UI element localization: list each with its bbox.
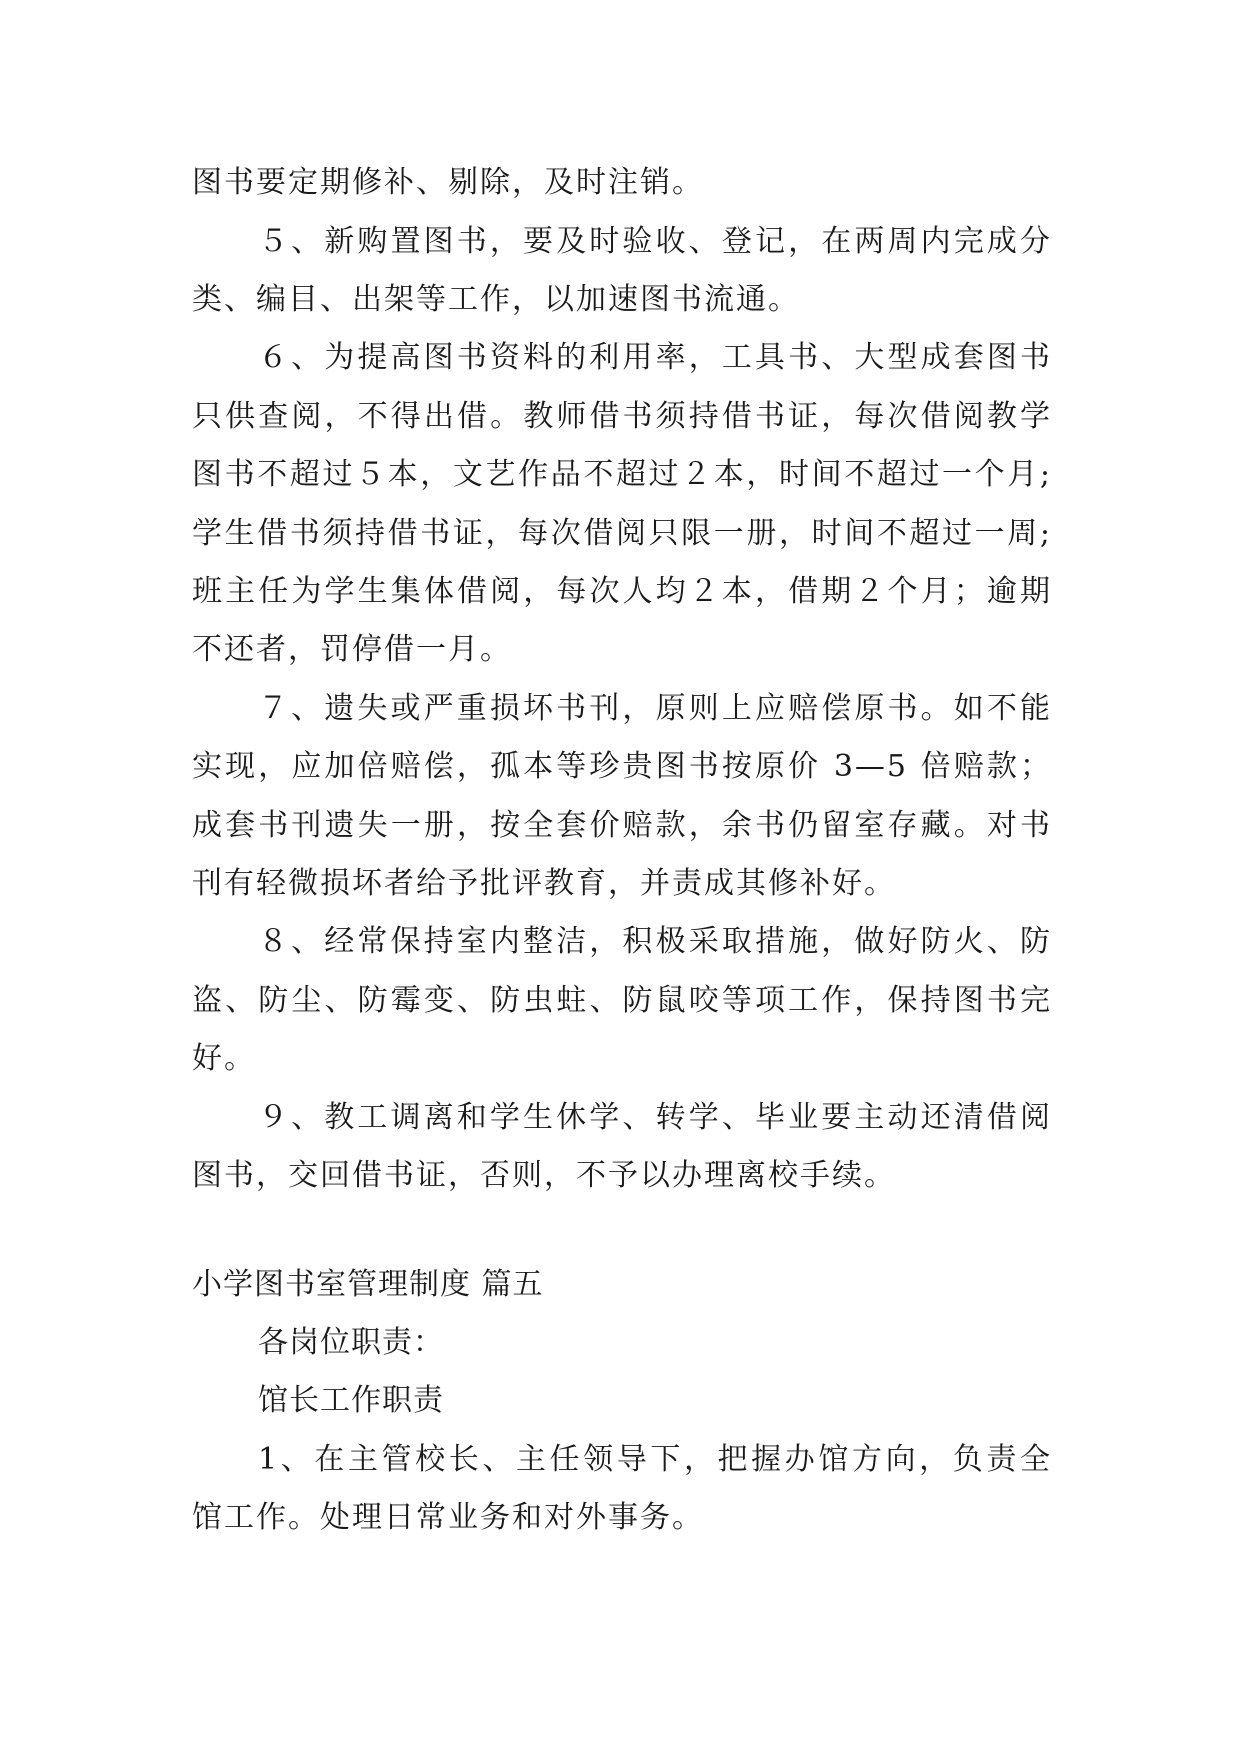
text-line: 实现，应加倍赔偿，孤本等珍贵图书按原价 3—5 倍赔款；	[192, 749, 1052, 784]
section-heading: 小学图书室管理制度 篇五	[192, 1267, 544, 1302]
text-line: ９、教工调离和学生休学、转学、毕业要主动还清借阅	[258, 1100, 1052, 1135]
text-line: 只供查阅，不得出借。教师借书须持借书证，每次借阅教学	[192, 399, 1052, 434]
text-line: 馆工作。处理日常业务和对外事务。	[192, 1500, 704, 1535]
text-line: 成套书刊遗失一册，按全套价赔款，余书仍留室存藏。对书	[192, 808, 1052, 843]
text-line: 盗、防尘、防霉变、防虫蛀、防鼠咬等项工作，保持图书完	[192, 983, 1052, 1018]
text-line: ６、为提高图书资料的利用率，工具书、大型成套图书	[258, 340, 1052, 375]
text-line: ８、经常保持室内整洁，积极采取措施，做好防火、防	[258, 924, 1052, 959]
text-line: ７、遗失或严重损坏书刊，原则上应赔偿原书。如不能	[258, 691, 1052, 726]
subheading: 馆长工作职责	[258, 1383, 444, 1418]
text-line: 图书要定期修补、剔除，及时注销。	[192, 165, 704, 200]
text-line: 不还者，罚停借一月。	[192, 632, 512, 667]
text-line: ５、新购置图书，要及时验收、登记，在两周内完成分	[258, 224, 1052, 259]
text-line: 学生借书须持借书证，每次借阅只限一册，时间不超过一周;	[192, 516, 1052, 551]
text-line: 1、在主管校长、主任领导下，把握办馆方向，负责全	[258, 1442, 1052, 1477]
text-line: 类、编目、出架等工作，以加速图书流通。	[192, 282, 800, 317]
text-line: 图书不超过５本，文艺作品不超过２本，时间不超过一个月;	[192, 457, 1052, 492]
text-line: 图书，交回借书证，否则，不予以办理离校手续。	[192, 1158, 896, 1193]
text-line: 班主任为学生集体借阅，每次人均２本，借期２个月；逾期	[192, 574, 1052, 609]
text-line: 好。	[192, 1041, 256, 1076]
text-line: 刊有轻微损坏者给予批评教育，并责成其修补好。	[192, 866, 896, 901]
subheading: 各岗位职责：	[258, 1325, 444, 1360]
